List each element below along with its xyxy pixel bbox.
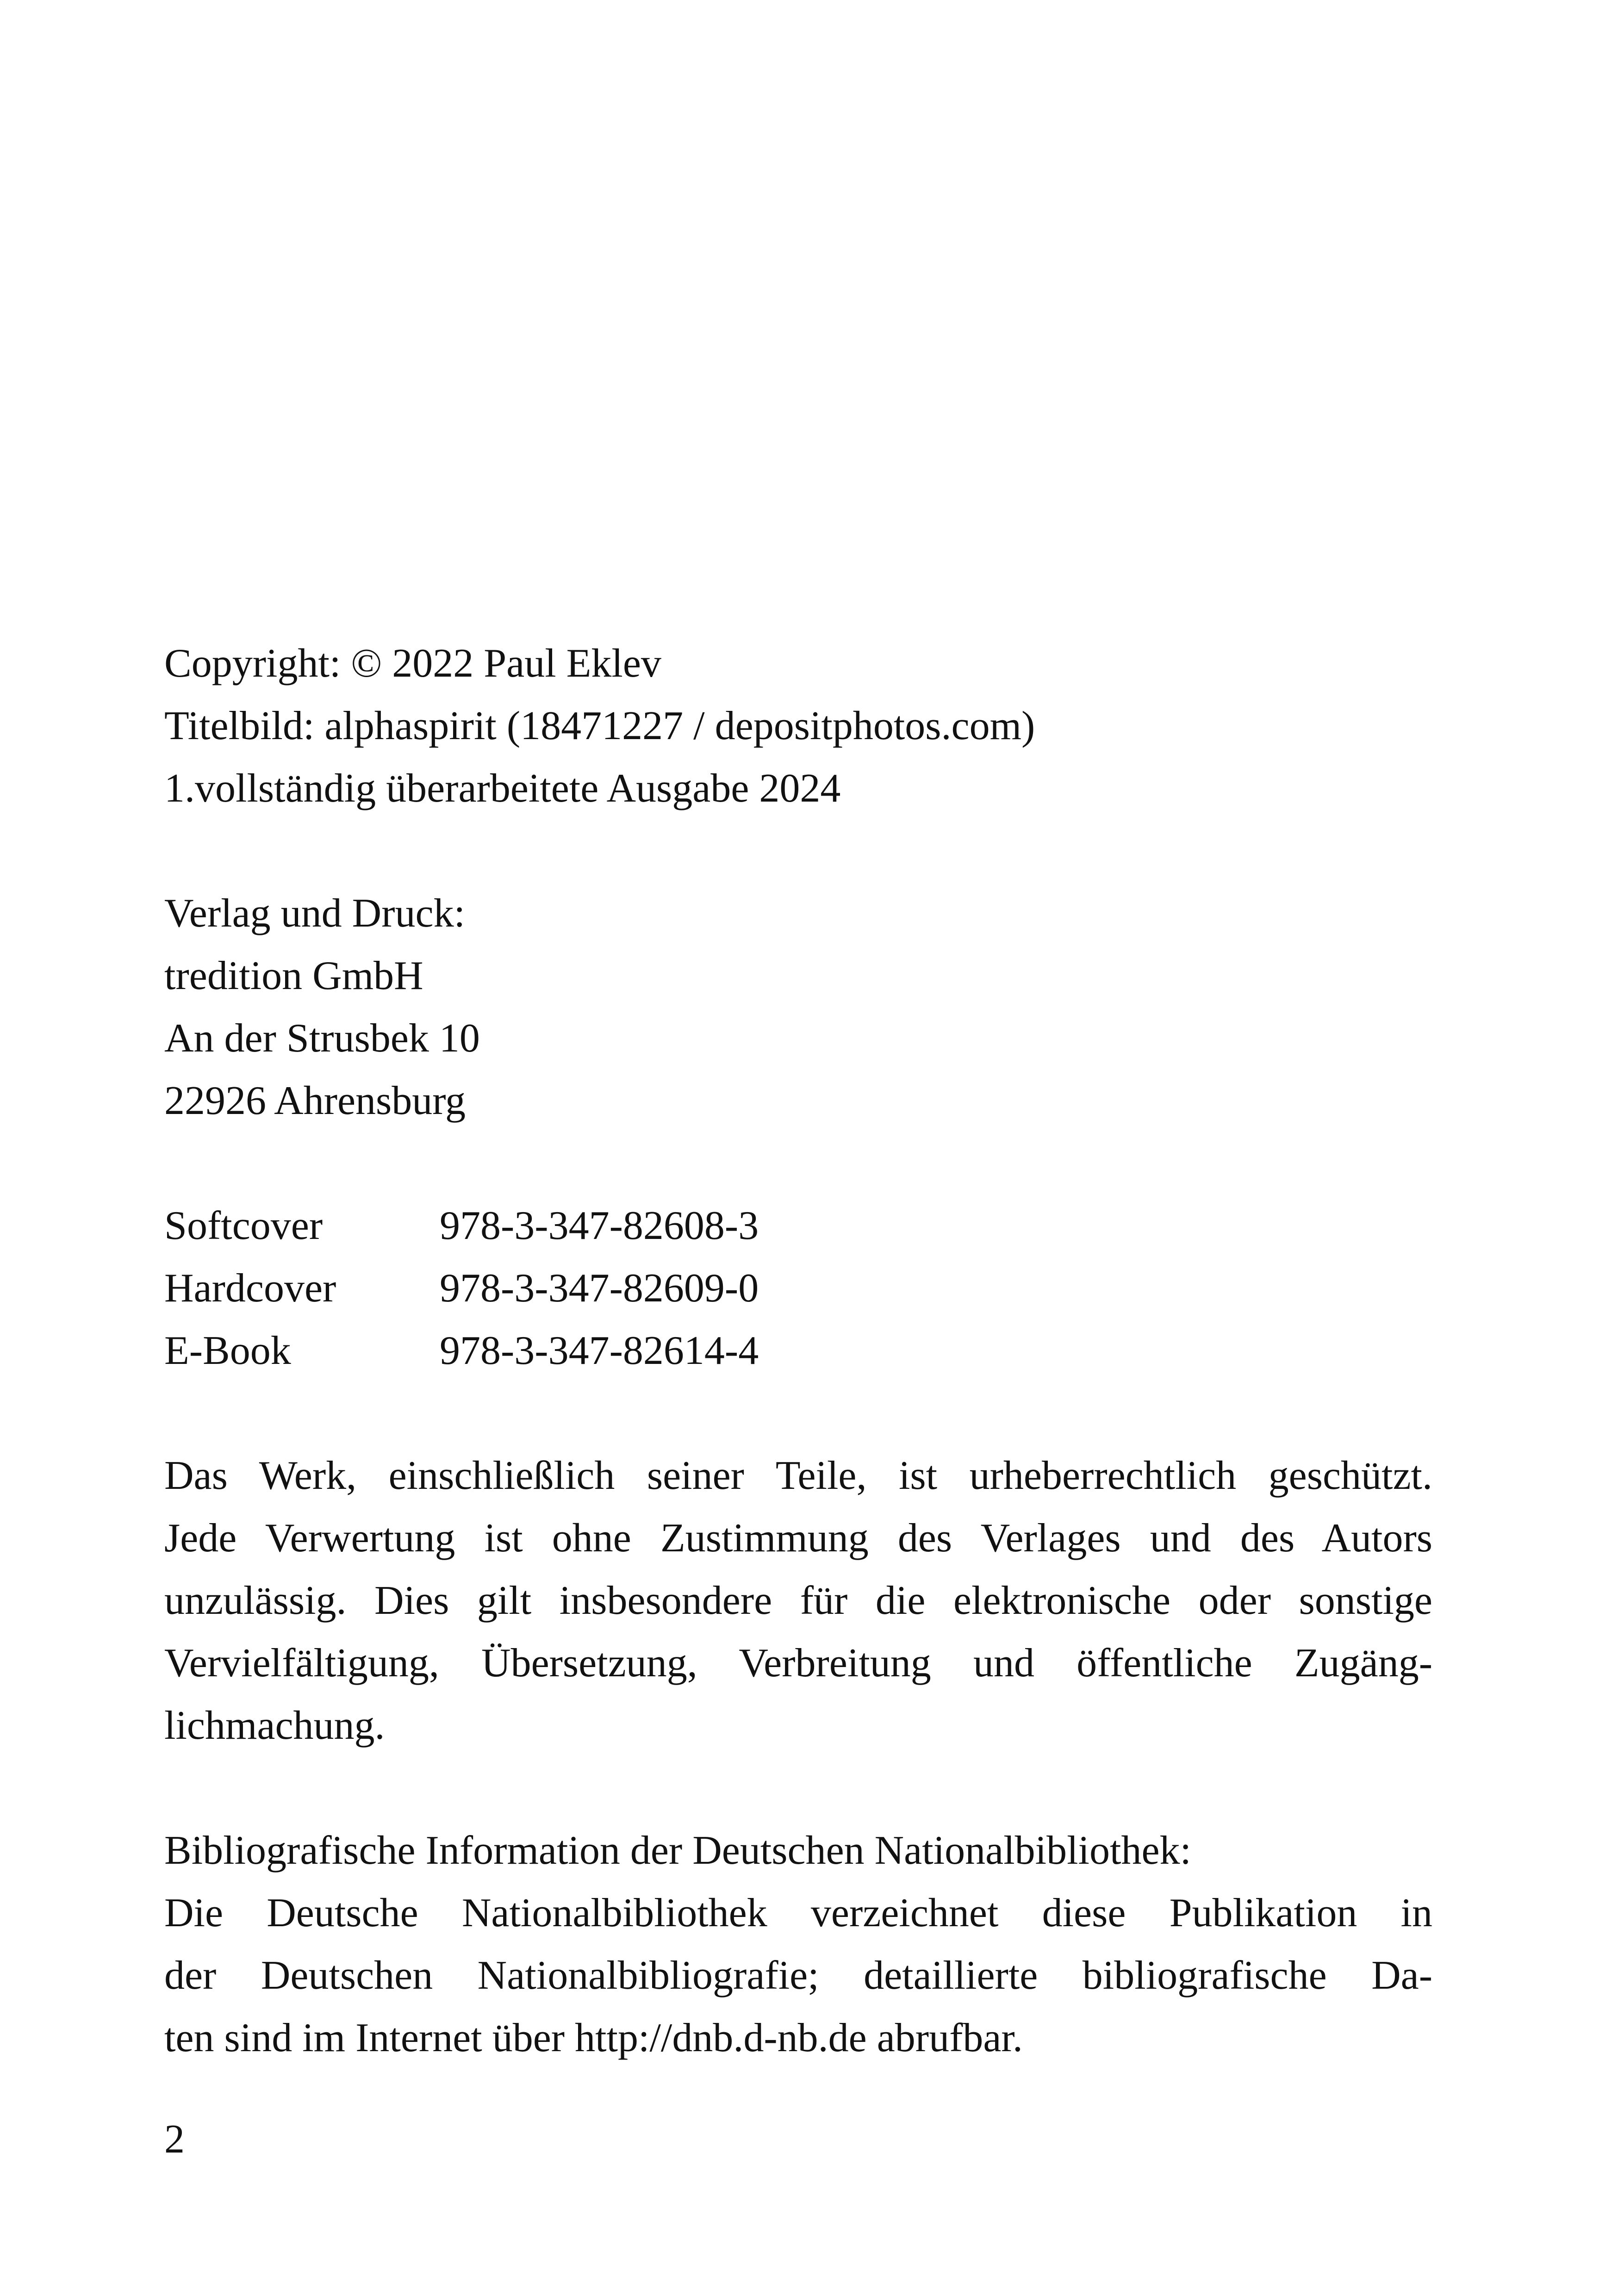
bibliographic-line: ten sind im Internet über http://dnb.d-nb.de abrufbar.	[164, 2016, 1023, 2060]
rights-notice	[164, 1444, 1432, 1757]
isbn-format: Softcover	[164, 1203, 323, 1248]
rights-notice-line: lichmachung.	[164, 1703, 385, 1748]
publisher-block	[164, 882, 1432, 1132]
isbn-table	[164, 1195, 1432, 1382]
publisher-name: tredition GmbH	[164, 953, 423, 998]
rights-notice-line: Das Werk, einschließlich seiner Teile, ist urheberrechtlich geschützt.	[164, 1453, 1432, 1498]
isbn-format: Hardcover	[164, 1266, 336, 1311]
isbn-number: 978-3-347-82608-3	[440, 1203, 759, 1248]
rights-notice-line: Vervielfältigung, Übersetzung, Verbreitung und öffentliche Zugäng-	[164, 1641, 1432, 1686]
edition-line: 1.vollständig überarbeitete Ausgabe 2024	[164, 766, 841, 811]
spacer	[164, 1132, 1432, 1195]
bibliographic-line: der Deutschen Nationalbibliografie; detaillierte bibliografische Da-	[164, 1953, 1432, 1998]
isbn-row	[164, 1195, 1432, 1257]
bibliographic-line: Die Deutsche Nationalbibliothek verzeichnet diese Publikation in	[164, 1891, 1432, 1935]
rights-notice-line: unzulässig. Dies gilt insbesondere für die elektronische oder sonstige	[164, 1578, 1432, 1623]
bibliographic-info	[164, 1819, 1432, 2069]
imprint-block	[164, 632, 1432, 820]
copyright-line: Copyright: © 2022 Paul Eklev	[164, 641, 661, 686]
imprint-content	[164, 632, 1432, 2069]
spacer	[164, 1382, 1432, 1444]
page-number: 2	[164, 2117, 185, 2162]
isbn-number: 978-3-347-82614-4	[440, 1328, 759, 1373]
publisher-heading: Verlag und Druck:	[164, 891, 466, 936]
isbn-row	[164, 1257, 1432, 1319]
cover-image-credit: Titelbild: alphaspirit (18471227 / depositphotos.com)	[164, 703, 1035, 748]
publisher-street: An der Strusbek 10	[164, 1016, 480, 1061]
isbn-row	[164, 1319, 1432, 1382]
rights-notice-line: Jede Verwertung ist ohne Zustimmung des Verlages und des Autors	[164, 1516, 1432, 1561]
spacer	[164, 1757, 1432, 1819]
publisher-city: 22926 Ahrensburg	[164, 1078, 466, 1123]
spacer	[164, 820, 1432, 882]
isbn-number: 978-3-347-82609-0	[440, 1266, 759, 1311]
isbn-format: E-Book	[164, 1328, 291, 1373]
bibliographic-heading: Bibliografische Information der Deutschen Nationalbibliothek:	[164, 1828, 1191, 1873]
